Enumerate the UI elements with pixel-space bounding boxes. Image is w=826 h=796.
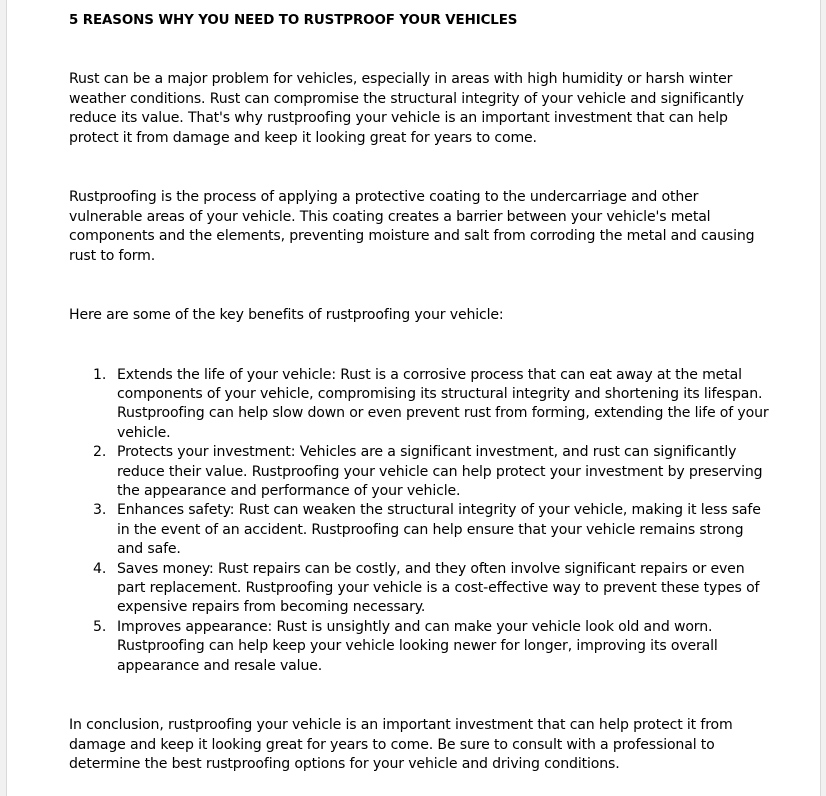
page-right-edge: [820, 0, 826, 796]
list-item-number: 1.: [93, 366, 107, 383]
list-item-text: Saves money: Rust repairs can be costly, and they often involve significant repairs or even part replacement. Rustproofing your vehicle is a cost-effective way to prevent these types of expensive repairs from becoming necessary.: [117, 560, 760, 616]
list-item: [93, 560, 769, 618]
page-left-edge: [0, 0, 7, 796]
benefits-list: [69, 366, 769, 677]
conclusion-paragraph: In conclusion, rustproofing your vehicle is an important investment that can help protect it from damage and keep it looking great for years to come. Be sure to consult with a professional to determine the best rustproofing options for your vehicle and driving conditions.: [69, 717, 733, 772]
list-item-number: 5.: [93, 618, 107, 635]
list-item: [93, 501, 769, 559]
list-item-text: Extends the life of your vehicle: Rust is a corrosive process that can eat away at the metal components of your vehicle, compromising its structural integrity and shortening its lifespan. Rustproofing can help slow down or even prevent rust from forming, extending the life of your vehicle.: [117, 366, 769, 441]
list-item-text: Enhances safety: Rust can weaken the structural integrity of your vehicle, making it less safe in the event of an accident. Rustproofing can help ensure that your vehicle remains strong and safe.: [117, 502, 761, 558]
document-page: [69, 11, 769, 775]
list-item-number: 4.: [93, 560, 107, 577]
list-item-text: Improves appearance: Rust is unsightly and can make your vehicle look old and worn. Rustproofing can help keep your vehicle looking newer for longer, improving its overall appearance and resale value.: [117, 618, 718, 674]
document-title: 5 REASONS WHY YOU NEED TO RUSTPROOF YOUR VEHICLES: [69, 13, 518, 28]
benefits-lead-in: Here are some of the key benefits of rustproofing your vehicle:: [69, 307, 504, 323]
list-item-number: 2.: [93, 444, 107, 461]
list-item: [93, 618, 769, 676]
intro-paragraph: Rust can be a major problem for vehicles, especially in areas with high humidity or harsh winter weather conditions. Rust can compromise the structural integrity of your vehicle and significantly reduce its value. That's why rustproofing your vehicle is an important investment that can help protect it from damage and keep it looking great for years to come.: [69, 71, 744, 146]
definition-paragraph: Rustproofing is the process of applying a protective coating to the undercarriage and other vulnerable areas of your vehicle. This coating creates a barrier between your vehicle's metal components and the elements, preventing moisture and salt from corroding the metal and causing rust to form.: [69, 189, 755, 264]
list-item-text: Protects your investment: Vehicles are a significant investment, and rust can significantly reduce their value. Rustproofing your vehicle can help protect your investment by preserving the appearance and performance of your vehicle.: [117, 444, 763, 499]
list-item-number: 3.: [93, 502, 107, 519]
list-item: [93, 443, 769, 501]
list-item: [93, 366, 769, 444]
